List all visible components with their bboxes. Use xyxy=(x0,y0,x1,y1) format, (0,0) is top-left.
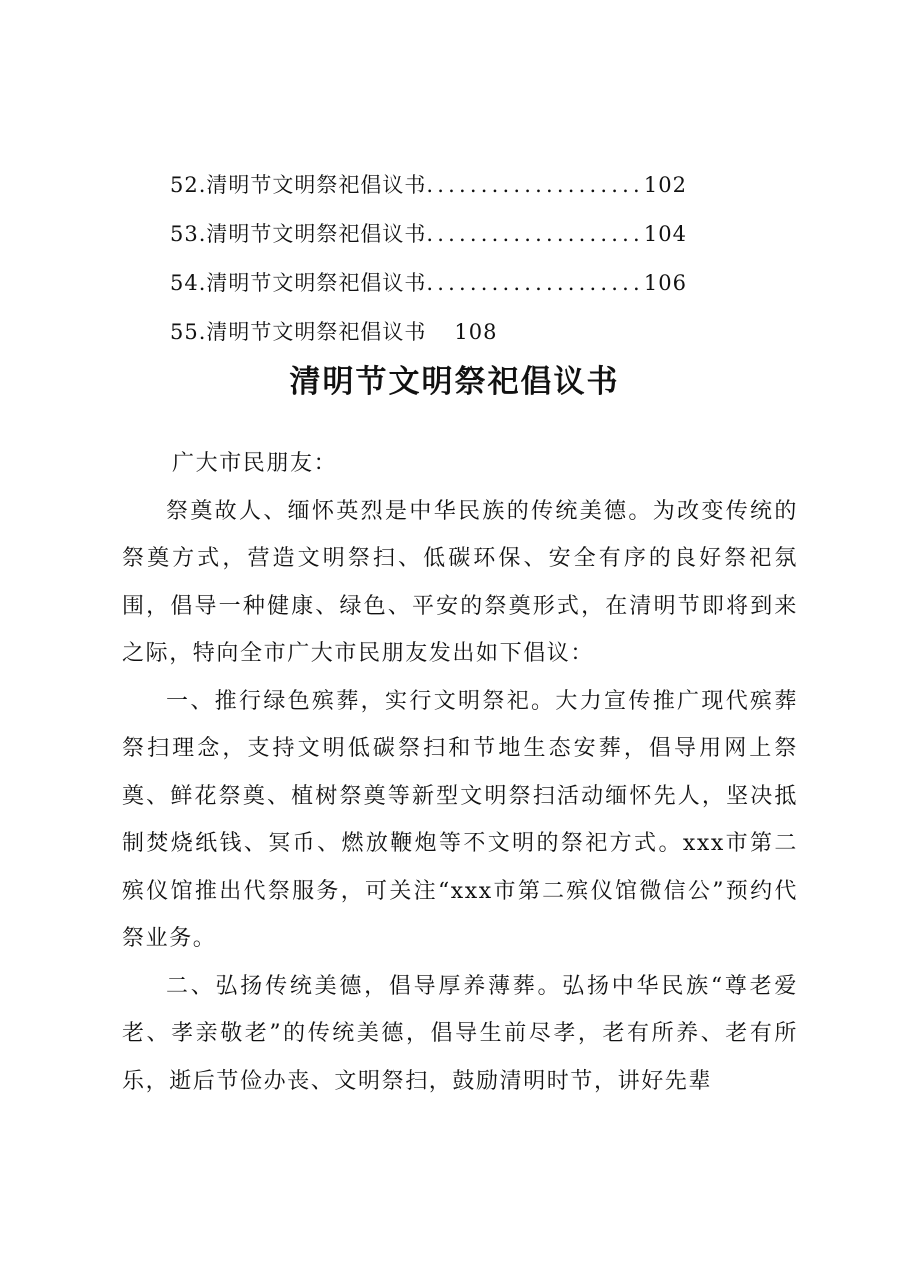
body-paragraph: 二、弘扬传统美德，倡导厚养薄葬。弘扬中华民族“尊老爱老、孝亲敬老”的传统美德，倡导生前尽孝，老有所养、老有所乐，逝后节俭办丧、文明祭扫，鼓励清明时节，讲好先辈 xyxy=(122,973,798,1094)
toc-entry-page: 104 xyxy=(643,222,688,246)
toc-entry-label: 54.清明节文明祭祀倡议书 xyxy=(170,271,427,295)
toc-leader-dots: .................... xyxy=(426,271,644,295)
toc-entry-page: 108 xyxy=(454,320,498,344)
toc-entry[interactable] xyxy=(170,313,770,362)
document-body xyxy=(122,440,798,1105)
toc-leader-dots: .................... xyxy=(426,222,644,246)
toc-entry[interactable] xyxy=(170,215,770,264)
document-title: 清明节文明祭祀倡议书 xyxy=(289,364,620,400)
toc-entry-label: 55.清明节文明祭祀倡议书 xyxy=(170,320,427,344)
body-paragraph: 一、推行绿色殡葬，实行文明祭祀。大力宣传推广现代殡葬祭扫理念，支持文明低碳祭扫和节地生态安葬，倡导用网上祭奠、鲜花祭奠、植树祭奠等新型文明祭扫活动缅怀先人，坚决抵制焚烧纸钱、冥币、燃放鞭炮等不文明的祭祀方式。xxx市第二殡仪馆推出代祭服务，可关注“xxx市第二殡仪馆微信公”预约代祭业务。 xyxy=(122,688,798,951)
toc-entry-label: 53.清明节文明祭祀倡议书 xyxy=(170,222,427,246)
toc-entry-page: 102 xyxy=(643,173,688,197)
table-of-contents xyxy=(170,166,770,362)
toc-entry[interactable] xyxy=(170,166,770,215)
toc-entry[interactable] xyxy=(170,264,770,313)
greeting: 广大市民朋友： xyxy=(172,451,338,476)
body-paragraph: 祭奠故人、缅怀英烈是中华民族的传统美德。为改变传统的祭奠方式，营造文明祭扫、低碳环保、安全有序的良好祭祀氛围，倡导一种健康、绿色、平安的祭奠形式，在清明节即将到来之际，特向全市广大市民朋友发出如下倡议： xyxy=(122,498,798,666)
toc-leader-dots: .................... xyxy=(426,173,644,197)
toc-entry-label: 52.清明节文明祭祀倡议书 xyxy=(170,173,427,197)
toc-entry-page: 106 xyxy=(643,271,688,295)
